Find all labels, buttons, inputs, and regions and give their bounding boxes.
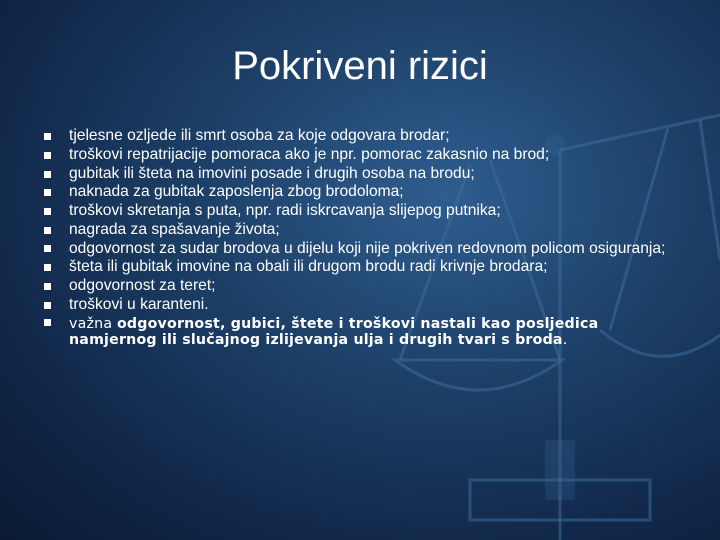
- square-bullet-icon: [44, 283, 51, 290]
- square-bullet-icon: [44, 189, 51, 196]
- list-item-suffix: .: [562, 332, 568, 349]
- square-bullet-icon: [44, 152, 51, 159]
- list-item: [44, 127, 684, 146]
- list-item: [44, 165, 684, 184]
- list-item-text: troškovi skretanja s puta, npr. radi iskrcavanja slijepog putnika;: [69, 202, 501, 220]
- list-item-text: troškovi repatrijacije pomoraca ako je npr. pomorac zakasnio na brod;: [69, 145, 550, 163]
- square-bullet-icon: [44, 264, 51, 271]
- list-item: [44, 258, 684, 277]
- square-bullet-icon: [44, 319, 51, 326]
- list-item: [44, 146, 684, 165]
- square-bullet-icon: [44, 245, 51, 252]
- list-item: [44, 240, 684, 259]
- list-item: [44, 277, 684, 296]
- list-item-prefix: važna: [69, 315, 117, 332]
- list-item-bold-text: odgovornost, gubici, štete i troškovi nastali kao posljedica namjernog ili slučajnog izlijevanja ulja i drugih tvari s broda: [69, 315, 599, 349]
- list-item: [44, 296, 684, 315]
- square-bullet-icon: [44, 171, 51, 178]
- list-item-text: šteta ili gubitak imovine na obali ili drugom brodu radi krivnje brodara;: [69, 258, 548, 276]
- square-bullet-icon: [44, 208, 51, 215]
- list-item: [44, 202, 684, 221]
- list-item: [44, 315, 684, 351]
- square-bullet-icon: [44, 227, 51, 234]
- list-item-text: [69, 316, 598, 349]
- list-item-text: gubitak ili šteta na imovini posade i drugih osoba na brodu;: [69, 164, 475, 182]
- list-item-text: naknada za gubitak zaposlenja zbog brodoloma;: [69, 183, 404, 201]
- square-bullet-icon: [44, 302, 51, 309]
- risk-list: [44, 127, 684, 351]
- slide-title: Pokriveni rizici: [232, 44, 488, 88]
- list-item-text: odgovornost za teret;: [69, 277, 216, 295]
- list-item-text: tjelesne ozljede ili smrt osoba za koje odgovara brodar;: [69, 127, 450, 144]
- list-item: [44, 221, 684, 240]
- square-bullet-icon: [44, 133, 51, 140]
- list-item-text: odgovornost za sudar brodova u dijelu koji nije pokriven redovnom policom osiguranja;: [69, 239, 666, 257]
- list-item-text: nagrada za spašavanje života;: [69, 220, 280, 238]
- list-item: [44, 183, 684, 202]
- list-item-text: troškovi u karanteni.: [69, 295, 209, 313]
